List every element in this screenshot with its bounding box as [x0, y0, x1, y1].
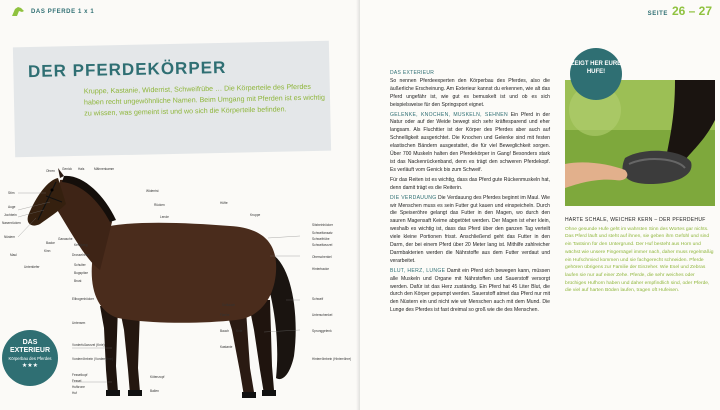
section-reiten	[390, 177, 550, 193]
label-bauch: Bauch	[220, 329, 230, 333]
label-sitzbeinhoecker: Sitzbeinhöcker	[312, 223, 333, 227]
label-widerrist: Widerrist	[146, 189, 159, 193]
label-genick: Genick	[62, 167, 72, 171]
label-stirn: Stirn	[8, 191, 15, 195]
badge-stars: ★★★	[21, 363, 39, 369]
label-schlauch: Schlauch	[222, 303, 236, 307]
label-fessel: Fessel	[72, 379, 82, 383]
label-kruppe: Kruppe	[250, 213, 261, 217]
label-koetenzopf: Kötenzopf	[150, 375, 165, 379]
label-ruecken: Rücken	[154, 203, 165, 207]
label-unterschenkel: Unterschenkel	[312, 313, 333, 317]
page-title: DER PFERDEKÖRPER	[27, 57, 227, 82]
section-text: Damit ein Pferd sich bewegen kann, müssen alle Muskeln und Organe mit Nährstoffen und Sauerstoff versorgt werden. Dafür ist das Herz zuständig. Ein Pferd hat 45 Liter Blut, die durch den Körper gepumpt werden. Sauerstoff atmet das Pferd nur mit den Nüstern ein und nicht wie wir Menschen auch mit dem Mund. Die Lunge des Pferdes ist fast dreimal so groß wie die des Menschen.	[390, 267, 550, 314]
section-text: Für das Reiten ist es wichtig, dass das Pferd gute Rückenmuskeln hat, denn damit trägt es die Reiterin.	[390, 176, 550, 191]
label-lende: Lende	[160, 215, 169, 219]
page-number-header	[648, 4, 712, 18]
section-exterieur	[390, 70, 550, 110]
label-nuestern: Nüstern	[4, 235, 16, 239]
lead-paragraph: Kruppe, Kastanie, Widerrist, Schweifrübe … Die Körperteile des Pferdes haben recht ungewöhnliche Namen. Beim Umgang mit Pferden ist es wichtig zu wissen, was gemeint ist und wo sich die Körperteile befinden.	[83, 82, 325, 118]
label-auge: Auge	[8, 205, 16, 209]
label-hinterroehrbein: Hinterröhrbein (Hinterröhre)	[312, 357, 352, 361]
label-schulter: Schulter	[74, 263, 86, 267]
label-unterkiefer: Unterkiefer	[24, 265, 40, 269]
page-label: SEITE	[647, 11, 668, 17]
section-heading: GELENKE, KNOCHEN, MUSKELN, SEHNEN	[390, 111, 508, 118]
label-unterarm: Unterarm	[72, 321, 86, 325]
label-vorderfusswurzel: Vorderfußwurzel (Knie)	[72, 343, 105, 347]
label-schweifruebe: Schweifrübe	[312, 237, 330, 241]
label-ganasche: Ganasche	[58, 237, 73, 241]
label-vorderroehrbein: Vorderröhrbein (Vorderröhre)	[72, 357, 113, 361]
horse-head-icon	[10, 6, 26, 18]
label-jochbein: Jochbein	[4, 213, 17, 217]
label-maehnenkamm: Mähnenkamm	[94, 167, 115, 171]
label-nasenruecken: Nasenrücken	[2, 221, 21, 225]
section-heading: BLUT, HERZ, LUNGE	[390, 267, 446, 274]
label-hals: Hals	[78, 167, 85, 171]
label-backe: Backe	[46, 241, 55, 245]
label-sprunggelenk: Sprunggelenk	[312, 329, 332, 333]
label-flanke: Flanke	[220, 313, 230, 317]
label-hufkrone: Hufkrone	[72, 385, 85, 389]
hufe-badge: ZEIGT HER EURE HUFE!	[570, 48, 622, 100]
hoof-sidebar	[565, 217, 715, 295]
label-brust: Brust	[74, 279, 82, 283]
label-bugspitze: Bugspitze	[74, 271, 88, 275]
label-huefte: Hüfte	[220, 201, 228, 205]
badge-subtitle: Körperbau des Pferdes	[8, 356, 52, 361]
section-heading: DAS EXTERIEUR	[390, 70, 435, 76]
label-kinn: Kinn	[44, 249, 51, 253]
label-ballen: Ballen	[150, 389, 159, 393]
label-kastanie: Kastanie	[220, 345, 233, 349]
label-ellbogenhoecker: Ellbogenhöcker	[72, 297, 94, 301]
exterieur-badge	[2, 330, 58, 386]
label-oberschenkel: Oberschenkel	[312, 255, 332, 259]
label-hinterbacke: Hinterbacke	[312, 267, 330, 271]
label-knie: Knie	[236, 329, 243, 333]
page-numbers: 26 – 27	[671, 4, 712, 18]
horse-anatomy-diagram	[0, 160, 360, 410]
label-huf: Huf	[72, 391, 77, 395]
section-text: Die Verdauung des Pferdes beginnt im Maul. Wie wir Menschen muss es sein Futter gut kauen und einspeicheln. Durch die Speiseröhre gelangt das Futter in den Magen, wo durch den sauren Magensaft Keime abgetötet werden. Der Magen ist eher klein, weshalb es wichtig ist, dass das Pferd über den ganzen Tag verteilt viele kleine Portionen frisst. Anschließend geht das Futter in den Darm, der bei einem Pferd über 20 Meter lang ist. Mithilfe zahlreicher Darmbakterien werden die Nährstoffe aus dem Futter verdaut und verarbeitet.	[390, 194, 551, 264]
section-blut	[390, 268, 550, 315]
label-drosselrinne: Drosselrinne	[72, 253, 90, 257]
label-ohren: Ohren	[46, 169, 55, 173]
section-verdauung	[390, 195, 550, 266]
label-maul: Maul	[10, 253, 17, 257]
section-text: So nennen Pferdeexperten den Körperbau des Pferdes, also die äußerliche Erscheinung. Am Exterieur kannst du erkennen, wie alt das Pferd ungefähr ist, wie gut es bemuskelt ist und ob es sich beispielsweise für den Springsport eignet.	[390, 77, 550, 108]
section-gelenke	[390, 112, 550, 175]
sidebar-text: Ohne gesunde Hufe geht im wahrsten Sinn des Wortes gar nichts. Das Pferd läuft und steht auf ihnen, sie geben ihm Gefühl und sind ein Tastsinn für den Untergrund. Der Huf besteht aus Horn und wächst wie unsere Fingernägel immer nach, daher muss regelmäßig ein Hufschmied kommen und sie fachgerecht schneiden. Pferde gehören übrigens zur Familie der Einzeher. Wie Esel und Zebras laufen sie nur auf einer Zehe. Pferde, die sehr weiches oder brüchiges Hufhorn haben und daher empfindlich sind, oder Pferde, die viel auf harten Böden laufen, tragen oft Hufeisen.	[565, 226, 714, 294]
label-schweif: Schweif	[312, 297, 324, 301]
right-text-column	[390, 70, 550, 317]
section-heading: DIE VERDAUUNG	[390, 194, 437, 201]
section-title: DAS PFERDE 1 x 1	[31, 9, 95, 15]
sidebar-heading: HARTE SCHALE, WEICHER KERN – DER PFERDEHUF	[565, 217, 706, 223]
section-header	[10, 6, 94, 18]
section-text: Ein Pferd in der Natur oder auf der Weide bewegt sich sehr kräftesparend und eher langsam. Als Fluchttier ist der Körper des Pferdes aber auch auf Schnelligkeit ausgerichtet. Die Knochen und Gelenke sind mit festen elastischen Bändern ausgestattet, die für viel Beweglichkeit sorgen. Über 700 Muskeln halten den Pferdekörper in Gang! Besonders stark ist das Nackenrückenband, denn es trägt den schweren Pferdekopf. Es verläuft vom Genick bis zum Schweif.	[390, 111, 551, 173]
label-schweifwurzel: Schweifwurzel	[312, 243, 333, 247]
label-schweifansatz: Schweifansatz	[312, 231, 333, 235]
label-kehlgang: Kehlgang	[74, 243, 88, 247]
label-fesselkopf: Fesselkopf	[72, 373, 88, 377]
badge-title: DAS EXTERIEUR	[9, 339, 51, 354]
